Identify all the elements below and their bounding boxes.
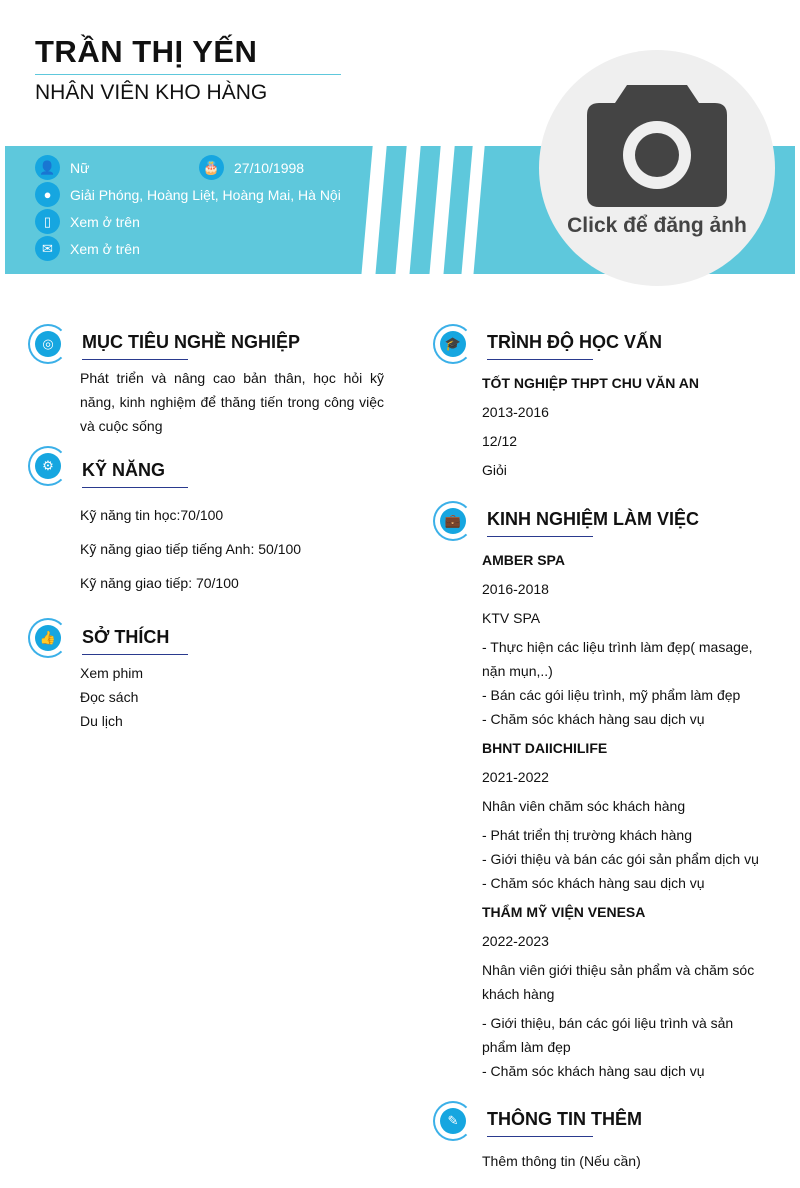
- email-row[interactable]: [35, 236, 140, 261]
- objective-text: Phát triển và nâng cao bản thân, học hỏi kỹ năng, kinh nghiệm để thăng tiến trong công việc và cuộc sống: [80, 370, 384, 434]
- phone: Xem ở trên: [70, 213, 140, 230]
- thumbs-up-icon: 👍: [28, 618, 68, 658]
- email-icon: ✉: [35, 236, 60, 261]
- section-title: MỤC TIÊU NGHỀ NGHIỆP: [82, 332, 301, 352]
- job-role: Nhân viên giới thiệu sản phẩm và chăm sóc khách hàng: [482, 962, 755, 1002]
- address: Giải Phóng, Hoàng Liệt, Hoàng Mai, Hà Nội: [70, 186, 341, 203]
- decor-stripe: [428, 146, 455, 274]
- duty: - Bán các gói liệu trình, mỹ phẩm làm đẹp: [482, 687, 741, 703]
- divider: [35, 74, 341, 75]
- skill-item: Kỹ năng tin học:70/100: [80, 507, 224, 523]
- edu-grade: 12/12: [482, 433, 518, 449]
- birthday-row[interactable]: [199, 155, 304, 180]
- duty: - Giới thiệu, bán các gói liệu trình và sản phẩm làm đẹp: [482, 1015, 734, 1055]
- duty: - Phát triển thị trường khách hàng: [482, 827, 692, 843]
- duty: - Thực hiện các liệu trình làm đẹp( masage, nặn mụn,..): [482, 639, 753, 679]
- section-title: KINH NGHIỆM LÀM VIỆC: [487, 509, 700, 529]
- company: AMBER SPA: [482, 552, 565, 568]
- photo-label: Click để đăng ảnh: [567, 214, 747, 237]
- section-title: SỞ THÍCH: [82, 627, 170, 647]
- job-title[interactable]: NHÂN VIÊN KHO HÀNG: [35, 81, 268, 104]
- user-icon: 👤: [35, 155, 60, 180]
- duty: - Chăm sóc khách hàng sau dịch vụ: [482, 1063, 705, 1079]
- skill-item: Kỹ năng giao tiếp: 70/100: [80, 575, 239, 591]
- graduation-cap-icon: 🎓: [433, 324, 473, 364]
- extra-text[interactable]: Thêm thông tin (Nếu cần): [482, 1153, 641, 1169]
- birthday: 27/10/1998: [234, 159, 305, 176]
- cake-icon: 🎂: [199, 155, 224, 180]
- gear-icon: ⚙: [28, 446, 68, 486]
- duty: - Giới thiệu và bán các gói sản phẩm dịch vụ: [482, 851, 759, 867]
- duty: - Chăm sóc khách hàng sau dịch vụ: [482, 875, 705, 891]
- company: THẨM MỸ VIỆN VENESA: [482, 904, 646, 920]
- decor-stripe: [460, 146, 485, 274]
- address-row[interactable]: [35, 182, 341, 207]
- hobby-item: Du lịch: [80, 713, 123, 729]
- briefcase-icon: 💼: [433, 501, 473, 541]
- edu-rank: Giỏi: [482, 462, 507, 478]
- edu-period: 2013-2016: [482, 404, 549, 420]
- job-period: 2016-2018: [482, 581, 549, 597]
- candidate-name[interactable]: TRẦN THỊ YẾN: [35, 34, 258, 69]
- job-role: KTV SPA: [482, 610, 541, 626]
- duty: - Chăm sóc khách hàng sau dịch vụ: [482, 711, 705, 727]
- phone-icon: ▯: [35, 209, 60, 234]
- company: BHNT DAIICHILIFE: [482, 740, 608, 756]
- location-icon: ●: [35, 182, 60, 207]
- camera-icon: [587, 85, 727, 207]
- school: TỐT NGHIỆP THPT CHU VĂN AN: [482, 375, 700, 391]
- section-title: KỸ NĂNG: [82, 460, 166, 480]
- section-title: TRÌNH ĐỘ HỌC VẤN: [487, 332, 662, 352]
- gender: Nữ: [70, 159, 90, 176]
- hobby-item: Đọc sách: [80, 689, 139, 705]
- phone-row[interactable]: [35, 209, 140, 234]
- job-period: 2022-2023: [482, 933, 549, 949]
- pencil-icon: ✎: [433, 1101, 473, 1141]
- job-role: Nhân viên chăm sóc khách hàng: [482, 798, 686, 814]
- decor-stripe: [360, 146, 387, 274]
- decor-stripe: [394, 146, 421, 274]
- job-period: 2021-2022: [482, 769, 549, 785]
- target-icon: ◎: [28, 324, 68, 364]
- hobby-item: Xem phim: [80, 665, 144, 681]
- email: Xem ở trên: [70, 240, 140, 257]
- section-title: THÔNG TIN THÊM: [487, 1109, 642, 1129]
- gender-row[interactable]: [35, 155, 89, 180]
- photo-upload[interactable]: [539, 50, 775, 286]
- skill-item: Kỹ năng giao tiếp tiếng Anh: 50/100: [80, 541, 302, 557]
